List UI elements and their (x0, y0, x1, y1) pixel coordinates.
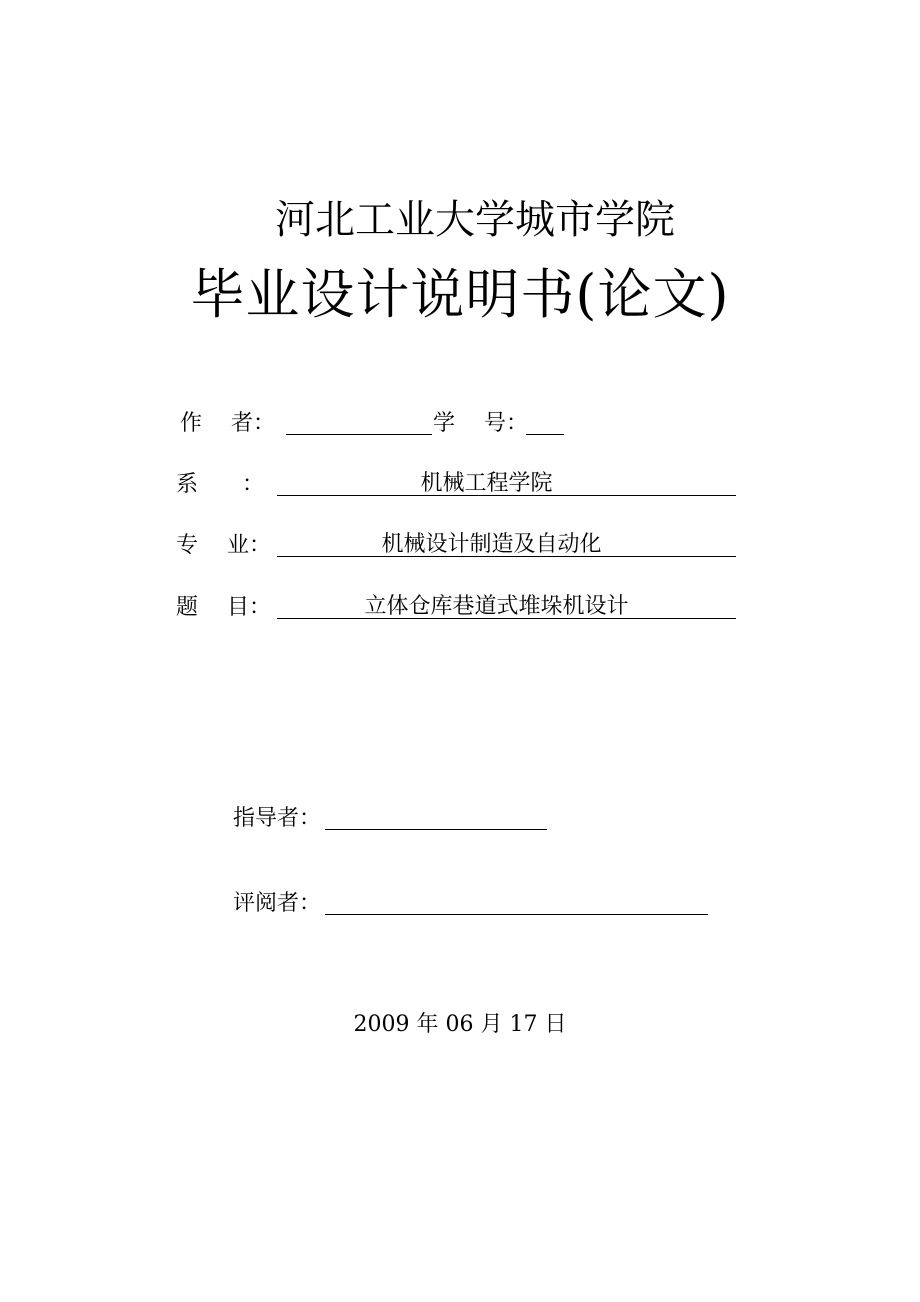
major-label: 专 业： (176, 533, 271, 558)
topic-value: 立体仓库巷道式堆垛机设计 (364, 594, 629, 619)
student-id-blank-line[interactable] (526, 434, 564, 435)
advisor-label: 指导者： (233, 806, 322, 831)
author-blank-line[interactable] (286, 434, 432, 435)
reviewer-label: 评阅者： (233, 891, 322, 916)
document-title: 毕业设计说明书(论文) (190, 263, 730, 326)
document-date: 2009 年 06 月 17 日 (353, 1012, 567, 1037)
department-value: 机械工程学院 (420, 471, 553, 496)
student-id-label: 学 号： (433, 411, 528, 436)
topic-label: 题 目： (176, 595, 271, 620)
major-value: 机械设计制造及自动化 (381, 532, 602, 557)
university-name: 河北工业大学城市学院 (275, 197, 675, 243)
reviewer-blank-line[interactable] (325, 914, 708, 915)
department-label: 系 ： (176, 472, 265, 497)
author-label: 作 者： (180, 411, 275, 436)
advisor-blank-line[interactable] (325, 829, 547, 830)
